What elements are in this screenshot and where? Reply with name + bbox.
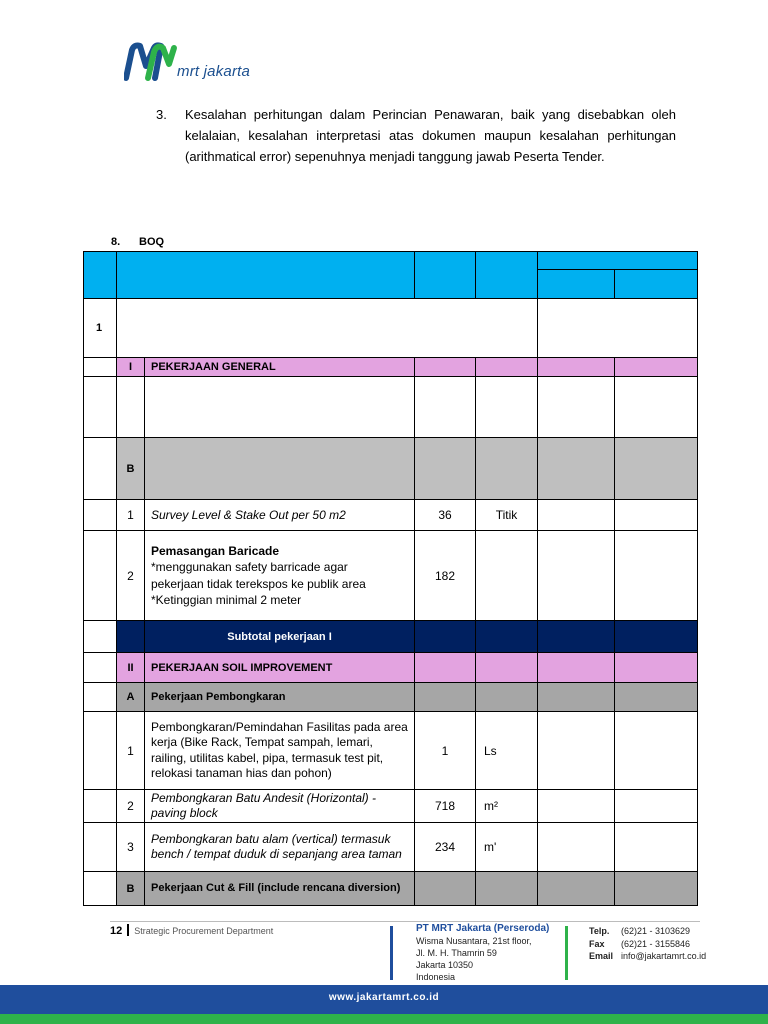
website-link[interactable]: www.jakartamrt.co.id — [328, 992, 440, 1003]
footer-accent-green — [565, 926, 568, 980]
section-heading — [111, 236, 164, 248]
item-qty: 36 — [415, 500, 476, 531]
page-footer — [110, 924, 273, 937]
contact-key: Fax — [589, 938, 605, 949]
subgroup-code: B — [117, 438, 145, 500]
item-description: Pembongkaran Batu Andesit (Horizontal) - paving block — [145, 790, 415, 823]
item-number: 1 — [117, 500, 145, 531]
address-line: Jakarta 10350 — [416, 960, 474, 970]
group-title: PEKERJAAN GENERAL — [145, 358, 415, 377]
item-unit: m' — [476, 823, 538, 872]
item-description: Pembongkaran/Pemindahan Fasilitas pada area kerja (Bike Rack, Tempat sampah, lemari, railing, utilitas kabel, pipa, termasuk test pit, relokasi tanaman hias dan pohon) — [145, 712, 415, 790]
item-qty: 718 — [415, 790, 476, 823]
item-note: *menggunakan safety barricade agar — [151, 560, 348, 574]
page-number: 12 — [110, 925, 123, 937]
contact-value: (62)21 - 3155846 — [621, 938, 691, 949]
separator — [127, 924, 129, 936]
item-description — [145, 531, 415, 621]
boq-table — [83, 251, 697, 906]
header-cell — [83, 251, 117, 299]
footer-accent-blue — [390, 926, 393, 980]
subgroup-title: Pekerjaan Cut & Fill (include rencana diversion) — [145, 872, 415, 906]
contact-value[interactable]: info@jakartamrt.co.id — [621, 951, 707, 961]
address-line: Jl. M. H. Thamrin 59 — [416, 948, 497, 958]
item-qty: 182 — [415, 531, 476, 621]
blank-cell — [538, 299, 698, 358]
item-description: Survey Level & Stake Out per 50 m2 — [145, 500, 415, 531]
section-number: 8. — [111, 236, 121, 248]
address-line: Indonesia — [416, 972, 456, 982]
subgroup-code: A — [117, 683, 145, 712]
clause-number: 3. — [156, 107, 167, 122]
item-qty: 1 — [415, 712, 476, 790]
contact-key: Telp. — [589, 926, 610, 936]
contact-value: (62)21 - 3103629 — [621, 926, 691, 936]
header-cell — [538, 270, 615, 299]
clause-3 — [156, 104, 676, 167]
item-title: Pemasangan Baricade — [151, 543, 280, 558]
item-unit: Ls — [476, 712, 538, 790]
item-number: 2 — [117, 790, 145, 823]
header-cell — [415, 251, 476, 299]
item-description: Pembongkaran batu alam (vertical) termasuk bench / tempat duduk di sepanjang area taman — [145, 823, 415, 872]
group-code: I — [117, 358, 145, 377]
subgroup-title: Pekerjaan Pembongkaran — [145, 683, 415, 712]
address-line: Wisma Nusantara, 21st floor, — [416, 936, 532, 946]
section-title: BOQ — [139, 236, 165, 248]
item-note: pekerjaan tidak terekspos ke publik area — [151, 576, 366, 591]
item-qty: 234 — [415, 823, 476, 872]
header-cell — [117, 251, 415, 299]
header-cell — [615, 270, 698, 299]
logo-text: mrt jakarta — [177, 63, 251, 80]
department: Strategic Procurement Department — [134, 926, 274, 936]
row-label: 1 — [83, 299, 117, 358]
footer-band-green — [0, 1014, 768, 1024]
group-title: PEKERJAAN SOIL IMPROVEMENT — [145, 653, 415, 683]
subgroup-code: B — [117, 872, 145, 906]
item-unit: Titik — [476, 500, 538, 531]
clause-text: Kesalahan perhitungan dalam Perincian Penawaran, baik yang disebabkan oleh kelalaian, kesalahan interpretasi atas dokumen maupun kesalahan perhitungan (arithmatical error) sepenuhnya menjadi tanggung jawab Peserta Tender. — [185, 107, 676, 164]
footer-divider — [110, 921, 700, 922]
header-cell — [476, 251, 538, 299]
subtotal-label: Subtotal pekerjaan I — [145, 621, 415, 653]
blank-cell — [117, 299, 538, 358]
company-name: PT MRT Jakarta (Perseroda) — [416, 923, 550, 934]
group-code: II — [117, 653, 145, 683]
contact-key: Email — [589, 951, 614, 961]
item-number: 1 — [117, 712, 145, 790]
item-unit — [476, 531, 538, 621]
contact-info — [589, 925, 706, 963]
item-note: *Ketinggian minimal 2 meter — [151, 593, 302, 607]
item-number: 2 — [117, 531, 145, 621]
item-unit: m² — [476, 790, 538, 823]
header-cell — [538, 251, 698, 270]
item-number: 3 — [117, 823, 145, 872]
company-address — [416, 923, 549, 983]
